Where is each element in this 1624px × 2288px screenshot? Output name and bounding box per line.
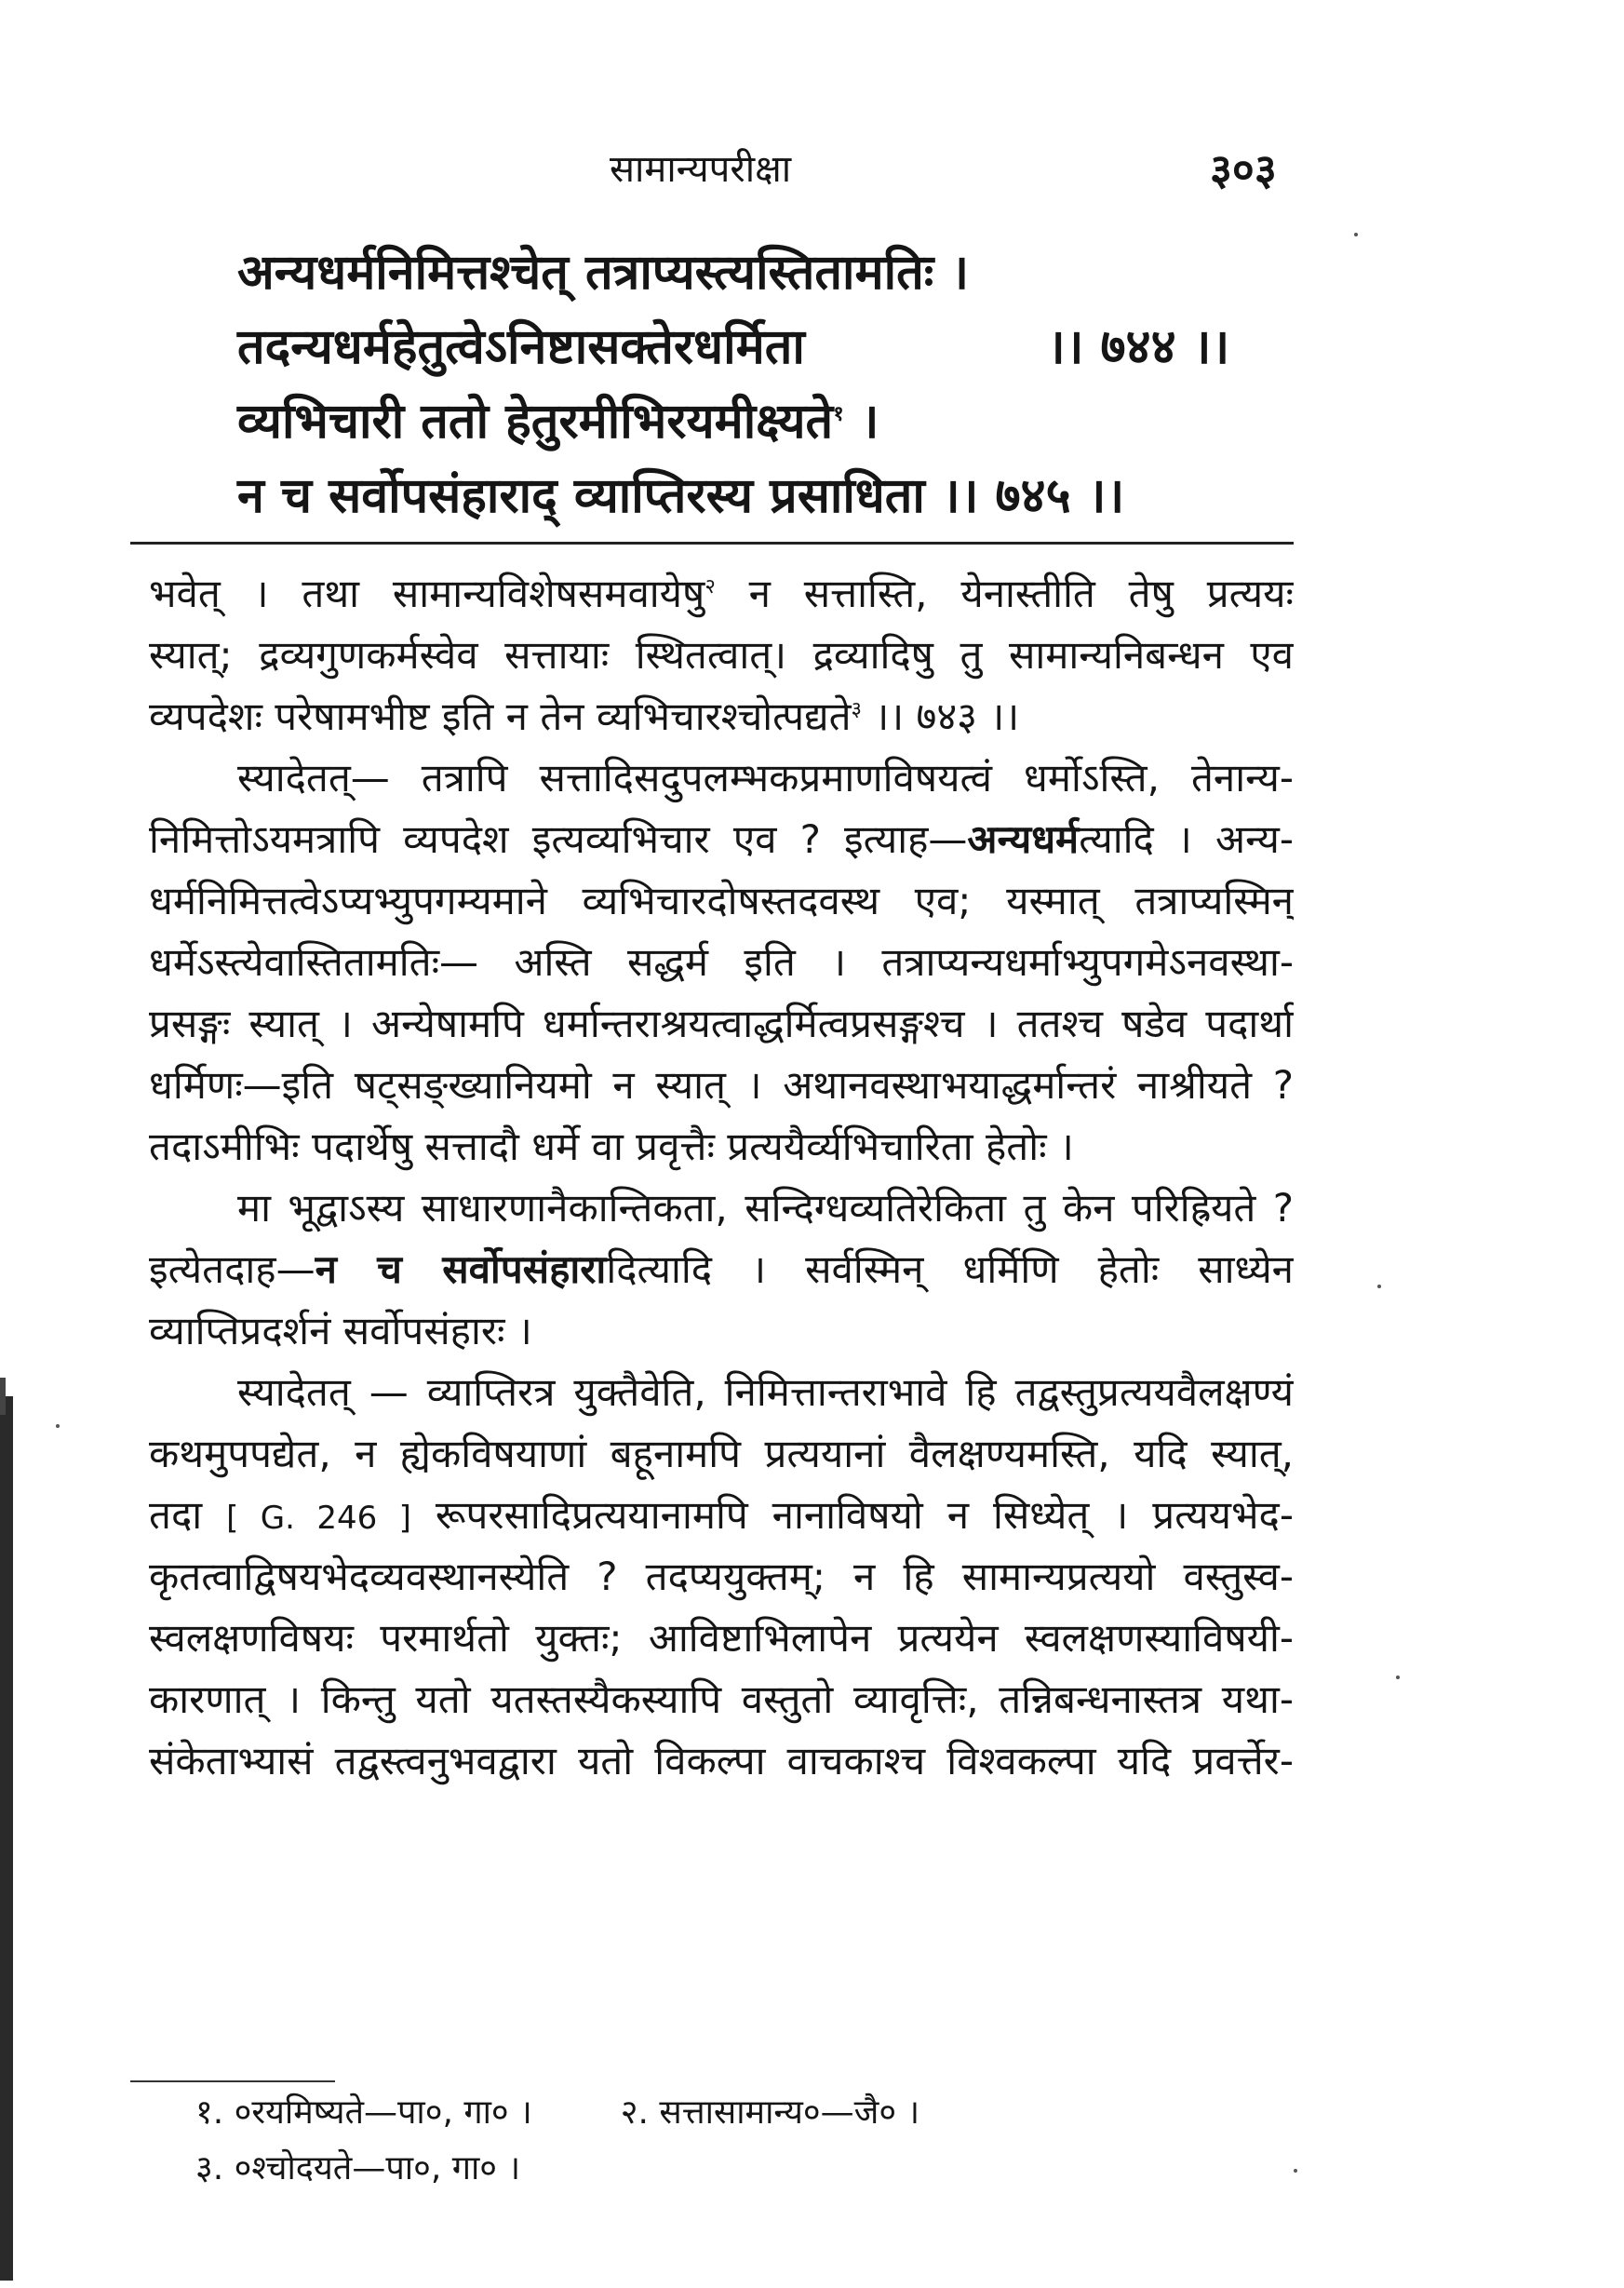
- page-header: [0, 140, 1624, 205]
- footnote-line: [195, 2085, 1126, 2141]
- footnote-ref: २: [705, 575, 716, 599]
- text-run: निमित्तोऽयमत्रापि व्यपदेश इत्यव्यभिचार एव ? इत्याह—: [149, 816, 968, 862]
- text-run: तदा: [149, 1492, 227, 1538]
- verse-number: ।। ७४४ ।।: [1047, 319, 1230, 375]
- text-line: व्याप्तिप्रदर्शनं सर्वोपसंहारः ।: [149, 1308, 532, 1353]
- text-line: [149, 686, 1294, 747]
- text-line: स्यात्; द्रव्यगुणकर्मस्वेव सत्तायाः स्थितत्वात्। द्रव्यादिषु तु सामान्यनिबन्धन एव: [149, 632, 1294, 678]
- footnote-divider: [130, 2080, 335, 2082]
- text-run: रूपरसादिप्रत्ययानामपि नानाविषयो न सिध्येत् । प्रत्ययभेद-: [410, 1492, 1294, 1538]
- scan-edge-shadow: [0, 1396, 13, 2281]
- text-line: [149, 809, 1294, 870]
- text-run: ।। ७४३ ।।: [861, 693, 1020, 739]
- text-line: धर्मिणः—इति षट्सङ्ख्यानियमो न स्यात् । अथानवस्थाभयाद्धर्मान्तरं नाश्रीयते ?: [149, 1062, 1294, 1108]
- text-line: स्वलक्षणविषयः परमार्थतो युक्तः; आविष्टाभिलापेन प्रत्ययेन स्वलक्षणस्याविषयी-: [149, 1615, 1294, 1661]
- text-run: व्यपदेशः परेषामभीष्ट इति न तेन व्यभिचारश्चोत्पद्यते: [149, 693, 852, 739]
- verse-text-main: व्यभिचारी ततो हेतुरमीभिरयमीक्ष्यते: [237, 394, 834, 450]
- verse-line: [237, 312, 1308, 386]
- verse-line: [237, 237, 1308, 312]
- scan-speck: [1396, 1676, 1400, 1679]
- text-line: [149, 1485, 1294, 1546]
- footnote: २. सत्तासामान्य०—जै० ।: [620, 2093, 920, 2132]
- verse-quote: अन्यधर्म: [967, 816, 1080, 862]
- text-line: स्यादेतत्— तत्रापि सत्तादिसदुपलम्भकप्रमाणविषयत्वं धर्मोऽस्ति, तेनान्य-: [237, 755, 1294, 801]
- text-line: कृतत्वाद्विषयभेदव्यवस्थानस्येति ? तदप्ययुक्तम्; न हि सामान्यप्रत्ययो वस्तुस्व-: [149, 1554, 1294, 1599]
- text-run: दित्यादि । सर्वस्मिन् धर्मिणि हेतोः साध्येन: [606, 1246, 1294, 1292]
- running-head: सामान्यपरीक्षा: [610, 148, 792, 191]
- scan-edge-mark: [0, 1378, 6, 1415]
- scan-speck: [56, 1424, 60, 1428]
- footnote-ref: ३: [851, 698, 862, 721]
- text-line: कारणात् । किन्तु यतो यतस्तस्यैकस्यापि वस्तुतो व्यावृत्तिः, तन्निबन्धनास्तत्र यथा-: [149, 1676, 1294, 1722]
- edition-page-ref: [ G. 246 ]: [226, 1500, 411, 1537]
- scan-speck: [1377, 1285, 1381, 1288]
- commentary: [149, 563, 1294, 1792]
- text-line: स्यादेतत् — व्याप्तिरत्र युक्तैवेति, निमित्तान्तराभावे हि तद्वस्तुप्रत्ययवैलक्षण्यं: [237, 1369, 1294, 1415]
- footnote-line: [195, 2141, 1126, 2197]
- text-line: धर्मेऽस्त्येवास्तितामतिः— अस्ति सद्धर्म इति । तत्राप्यन्यधर्माभ्युपगमेऽनवस्था-: [149, 939, 1294, 985]
- text-line: [149, 1239, 1294, 1300]
- verse-text: अन्यधर्मनिमित्तश्चेत् तत्राप्यस्त्यस्तितामतिः ।: [237, 245, 970, 301]
- footnote: १. ०रयमिष्यते—पा०, गा० ।: [195, 2093, 532, 2132]
- text-run: भवेत् । तथा सामान्यविशेषसमवायेषु: [149, 571, 705, 616]
- scan-speck: [1354, 233, 1358, 236]
- text-line: तदाऽमीभिः पदार्थेषु सत्तादौ धर्मे वा प्रवृत्तैः प्रत्ययैर्व्यभिचारिता हेतोः ।: [149, 1124, 1074, 1169]
- text-run: इत्येतदाह—: [149, 1246, 315, 1292]
- footnote: ३. ०श्चोदयते—पा०, गा० ।: [195, 2149, 521, 2187]
- scan-speck: [1294, 2169, 1297, 2173]
- text-line: प्रसङ्गः स्यात् । अन्येषामपि धर्मान्तराश्रयत्वाद्धर्मित्वप्रसङ्गश्च । ततश्च षडेव पदार्था: [149, 1001, 1294, 1046]
- verse-line: [237, 461, 1308, 535]
- page-number: ३०३: [1210, 144, 1277, 195]
- text-line: मा भूद्वाऽस्य साधारणानैकान्तिकता, सन्दिग्धव्यतिरेकिता तु केन परिह्रियते ?: [237, 1185, 1294, 1231]
- verse-block: [237, 237, 1308, 535]
- verse-danda: ।: [843, 394, 879, 450]
- text-divider: [130, 542, 1294, 545]
- footnotes: [195, 2085, 1126, 2197]
- verse-line: [237, 386, 1308, 461]
- verse-quote: न च सर्वोपसंहारा: [315, 1246, 607, 1292]
- text-line: संकेताभ्यासं तद्वस्त्वनुभवद्वारा यतो विकल्पा वाचकाश्च विश्वकल्पा यदि प्रवर्त्तेर-: [149, 1738, 1294, 1783]
- verse-text: न च सर्वोपसंहाराद् व्याप्तिरस्य प्रसाधिता ।। ७४५ ।।: [237, 468, 1125, 524]
- verse-text: तदन्यधर्महेतुत्वेऽनिष्टासक्तेरधर्मिता: [237, 319, 805, 375]
- verse-text: [237, 386, 879, 452]
- footnote-ref: १: [833, 402, 844, 426]
- text-line: कथमुपपद्येत, न ह्येकविषयाणां बहूनामपि प्रत्ययानां वैलक्षण्यमस्ति, यदि स्यात्,: [149, 1431, 1294, 1476]
- text-run: न सत्तास्ति, येनास्तीति तेषु प्रत्ययः: [715, 571, 1294, 616]
- text-line: धर्मनिमित्तत्वेऽप्यभ्युपगम्यमाने व्यभिचारदोषस्तदवस्थ एव; यस्मात् तत्राप्यस्मिन्: [149, 878, 1294, 923]
- text-line: [149, 563, 1294, 625]
- text-run: त्यादि । अन्य-: [1079, 816, 1294, 862]
